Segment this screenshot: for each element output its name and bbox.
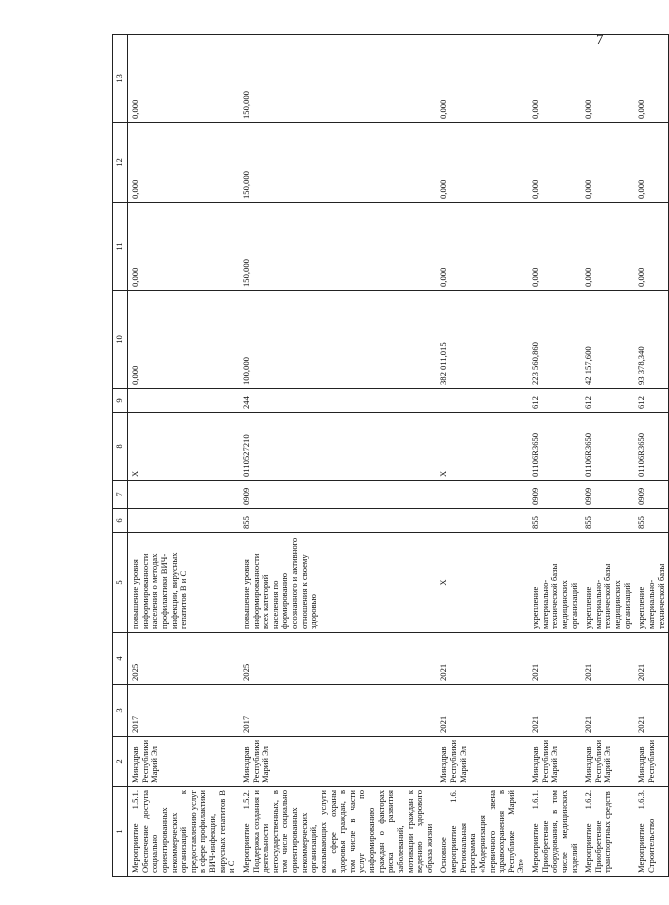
result-cell: укрепление материально-технической базы медицинских организаций [528, 533, 581, 633]
start-year-cell: 2017 [239, 685, 437, 737]
column-header: 5 [113, 533, 128, 633]
code-expense-type-cell [436, 389, 528, 413]
event-name-cell: Мероприятие 1.6.1. Приобретение оборудования, в том числе медицинских изделий [528, 787, 581, 877]
code-grbs-cell: 855 [634, 509, 668, 533]
amount-cell: 150,000 [239, 123, 437, 203]
amount-cell: 0,000 [581, 203, 634, 291]
start-year-cell: 2021 [436, 685, 528, 737]
header-row [113, 35, 128, 877]
end-year-cell: 2021 [634, 633, 668, 685]
code-section-cell: 0909 [634, 481, 668, 509]
budget-table [112, 34, 669, 877]
amount-cell: 223 560,860 [528, 291, 581, 389]
table-row [581, 35, 634, 877]
executor-cell: Минздрав Республики Марий Эл [528, 737, 581, 787]
column-header: 13 [113, 35, 128, 123]
amount-cell: 0,000 [634, 123, 668, 203]
amount-cell: 0,000 [436, 123, 528, 203]
column-header: 11 [113, 203, 128, 291]
code-expense-type-cell: 244 [239, 389, 437, 413]
event-name-cell: Основное мероприятие 1.6. Региональная программа «Модернизация первичного звена здравоохранения в Республике Марий Эл» [436, 787, 528, 877]
table-row [436, 35, 528, 877]
table-row [128, 35, 239, 877]
code-target-cell: 0110527210 [239, 413, 437, 481]
event-name-cell: Мероприятие 1.6.2. Приобретение транспортных средств [581, 787, 634, 877]
amount-cell: 150,000 [239, 35, 437, 123]
code-target-cell: 01106R3650 [634, 413, 668, 481]
amount-cell: 0,000 [581, 123, 634, 203]
code-target-cell: 01106R3650 [581, 413, 634, 481]
column-header: 7 [113, 481, 128, 509]
table-row [528, 35, 581, 877]
code-section-cell: 0909 [581, 481, 634, 509]
result-cell: укрепление материально-технической базы [634, 533, 668, 633]
amount-cell: 382 011,015 [436, 291, 528, 389]
code-target-cell: Х [128, 413, 239, 481]
amount-cell: 42 157,600 [581, 291, 634, 389]
event-name-cell: Мероприятие 1.6.3. Строительство [634, 787, 668, 877]
executor-cell: Минздрав Республики Марий Эл [436, 737, 528, 787]
column-header: 3 [113, 685, 128, 737]
column-header: 6 [113, 509, 128, 533]
end-year-cell: 2021 [581, 633, 634, 685]
code-grbs-cell: 855 [581, 509, 634, 533]
column-header: 8 [113, 413, 128, 481]
column-header: 2 [113, 737, 128, 787]
amount-cell: 0,000 [128, 123, 239, 203]
end-year-cell: 2025 [239, 633, 437, 685]
executor-cell: Минздрав Республики [634, 737, 668, 787]
amount-cell: 150,000 [239, 203, 437, 291]
amount-cell: 0,000 [634, 35, 668, 123]
code-section-cell [436, 481, 528, 509]
start-year-cell: 2017 [128, 685, 239, 737]
amount-cell: 0,000 [128, 203, 239, 291]
result-cell: повышение уровня информированности населения о методах профилактики ВИЧ-инфекции, вирусных гепатитов В и С [128, 533, 239, 633]
end-year-cell: 2025 [128, 633, 239, 685]
column-header: 1 [113, 787, 128, 877]
amount-cell: 93 378,340 [634, 291, 668, 389]
amount-cell: 0,000 [528, 35, 581, 123]
table-row [634, 35, 668, 877]
executor-cell: Минздрав Республики Марий Эл [581, 737, 634, 787]
page-number: 7 [596, 32, 604, 48]
code-expense-type-cell: 612 [634, 389, 668, 413]
start-year-cell: 2021 [634, 685, 668, 737]
amount-cell: 0,000 [128, 35, 239, 123]
column-header: 9 [113, 389, 128, 413]
column-header: 4 [113, 633, 128, 685]
table-row [239, 35, 437, 877]
code-section-cell: 0909 [239, 481, 437, 509]
amount-cell: 0,000 [528, 123, 581, 203]
event-name-cell: Мероприятие 1.5.1. Обеспечение доступа социально ориентированных некоммерческих организаций к предоставлению услуг в сфере профилактики ВИЧ-инфекции, вирусных гепатитов В и С [128, 787, 239, 877]
amount-cell: 0,000 [634, 203, 668, 291]
rotated-table-container [112, 35, 666, 877]
event-name-cell: Мероприятие 1.5.2. Поддержка создания и деятельности негосударственных, в том числе социально ориентированных некоммерческих организаций, оказывающих услуги в сфере охраны здоровья граждан, в том числе в части услуг по информированию граждан о факторах риска развития заболеваний, мотивации граждан к ведению здорового образа жизни [239, 787, 437, 877]
code-grbs-cell: 855 [239, 509, 437, 533]
code-target-cell: Х [436, 413, 528, 481]
end-year-cell: 2021 [528, 633, 581, 685]
start-year-cell: 2021 [581, 685, 634, 737]
code-grbs-cell [128, 509, 239, 533]
code-grbs-cell [436, 509, 528, 533]
amount-cell: 0,000 [436, 203, 528, 291]
executor-cell: Минздрав Республики Марий Эл [128, 737, 239, 787]
code-expense-type-cell: 612 [528, 389, 581, 413]
executor-cell: Минздрав Республики Марий Эл [239, 737, 437, 787]
code-expense-type-cell [128, 389, 239, 413]
column-header: 10 [113, 291, 128, 389]
amount-cell: 0,000 [128, 291, 239, 389]
end-year-cell: 2021 [436, 633, 528, 685]
start-year-cell: 2021 [528, 685, 581, 737]
result-cell: укрепление материально-технической базы медицинских организаций [581, 533, 634, 633]
code-section-cell [128, 481, 239, 509]
column-header: 12 [113, 123, 128, 203]
amount-cell: 100,000 [239, 291, 437, 389]
code-expense-type-cell: 612 [581, 389, 634, 413]
amount-cell: 0,000 [528, 203, 581, 291]
code-section-cell: 0909 [528, 481, 581, 509]
code-target-cell: 01106R3650 [528, 413, 581, 481]
amount-cell: 0,000 [581, 35, 634, 123]
result-cell: повышение уровня информированности всех категорий населения по формированию осознанного и активного отношения к своему здоровью [239, 533, 437, 633]
code-grbs-cell: 855 [528, 509, 581, 533]
amount-cell: 0,000 [436, 35, 528, 123]
result-cell: Х [436, 533, 528, 633]
